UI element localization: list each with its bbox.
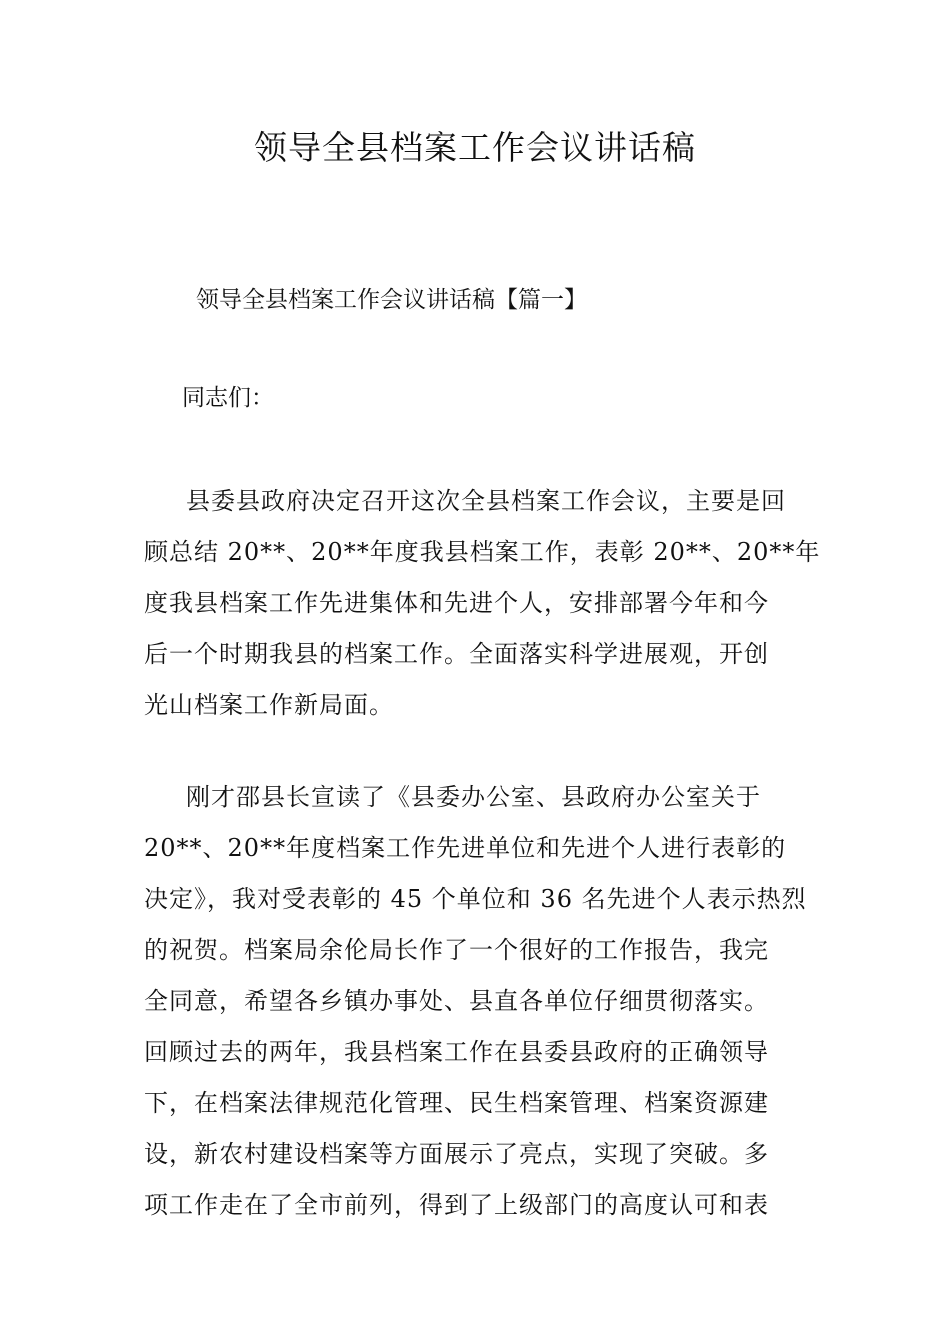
paragraph-line: 全同意，希望各乡镇办事处、县直各单位仔细贯彻落实。 [144, 987, 769, 1015]
document-title: 领导全县档案工作会议讲话稿 [254, 128, 696, 167]
paragraph-line: 县委县政府决定召开这次全县档案工作会议，主要是回 [186, 487, 786, 515]
paragraph-line: 的祝贺。档案局余伦局长作了一个很好的工作报告，我完 [144, 936, 769, 964]
paragraph-line: 度我县档案工作先进集体和先进个人，安排部署今年和今 [144, 589, 769, 617]
paragraph-line: 光山档案工作新局面。 [144, 691, 394, 719]
paragraph-line: 回顾过去的两年，我县档案工作在县委县政府的正确领导 [144, 1038, 769, 1066]
paragraph-line: 设，新农村建设档案等方面展示了亮点，实现了突破。多 [144, 1140, 769, 1168]
paragraph-line: 决定》，我对受表彰的 45 个单位和 36 名先进个人表示热烈 [144, 885, 807, 913]
paragraph-line: 20**、20**年度档案工作先进单位和先进个人进行表彰的 [144, 834, 787, 862]
paragraph-line: 项工作走在了全市前列，得到了上级部门的高度认可和表 [144, 1191, 769, 1219]
paragraph-1 [144, 476, 821, 731]
paragraph-2 [144, 772, 809, 1231]
salutation: 同志们： [182, 385, 274, 411]
document-subtitle: 领导全县档案工作会议讲话稿【篇一】 [196, 287, 587, 313]
paragraph-line: 顾总结 20**、20**年度我县档案工作，表彰 20**、20**年 [144, 538, 821, 566]
paragraph-line: 后一个时期我县的档案工作。全面落实科学进展观，开创 [144, 640, 769, 668]
paragraph-line: 刚才邵县长宣读了《县委办公室、县政府办公室关于 [186, 783, 761, 811]
paragraph-line: 下，在档案法律规范化管理、民生档案管理、档案资源建 [144, 1089, 769, 1117]
